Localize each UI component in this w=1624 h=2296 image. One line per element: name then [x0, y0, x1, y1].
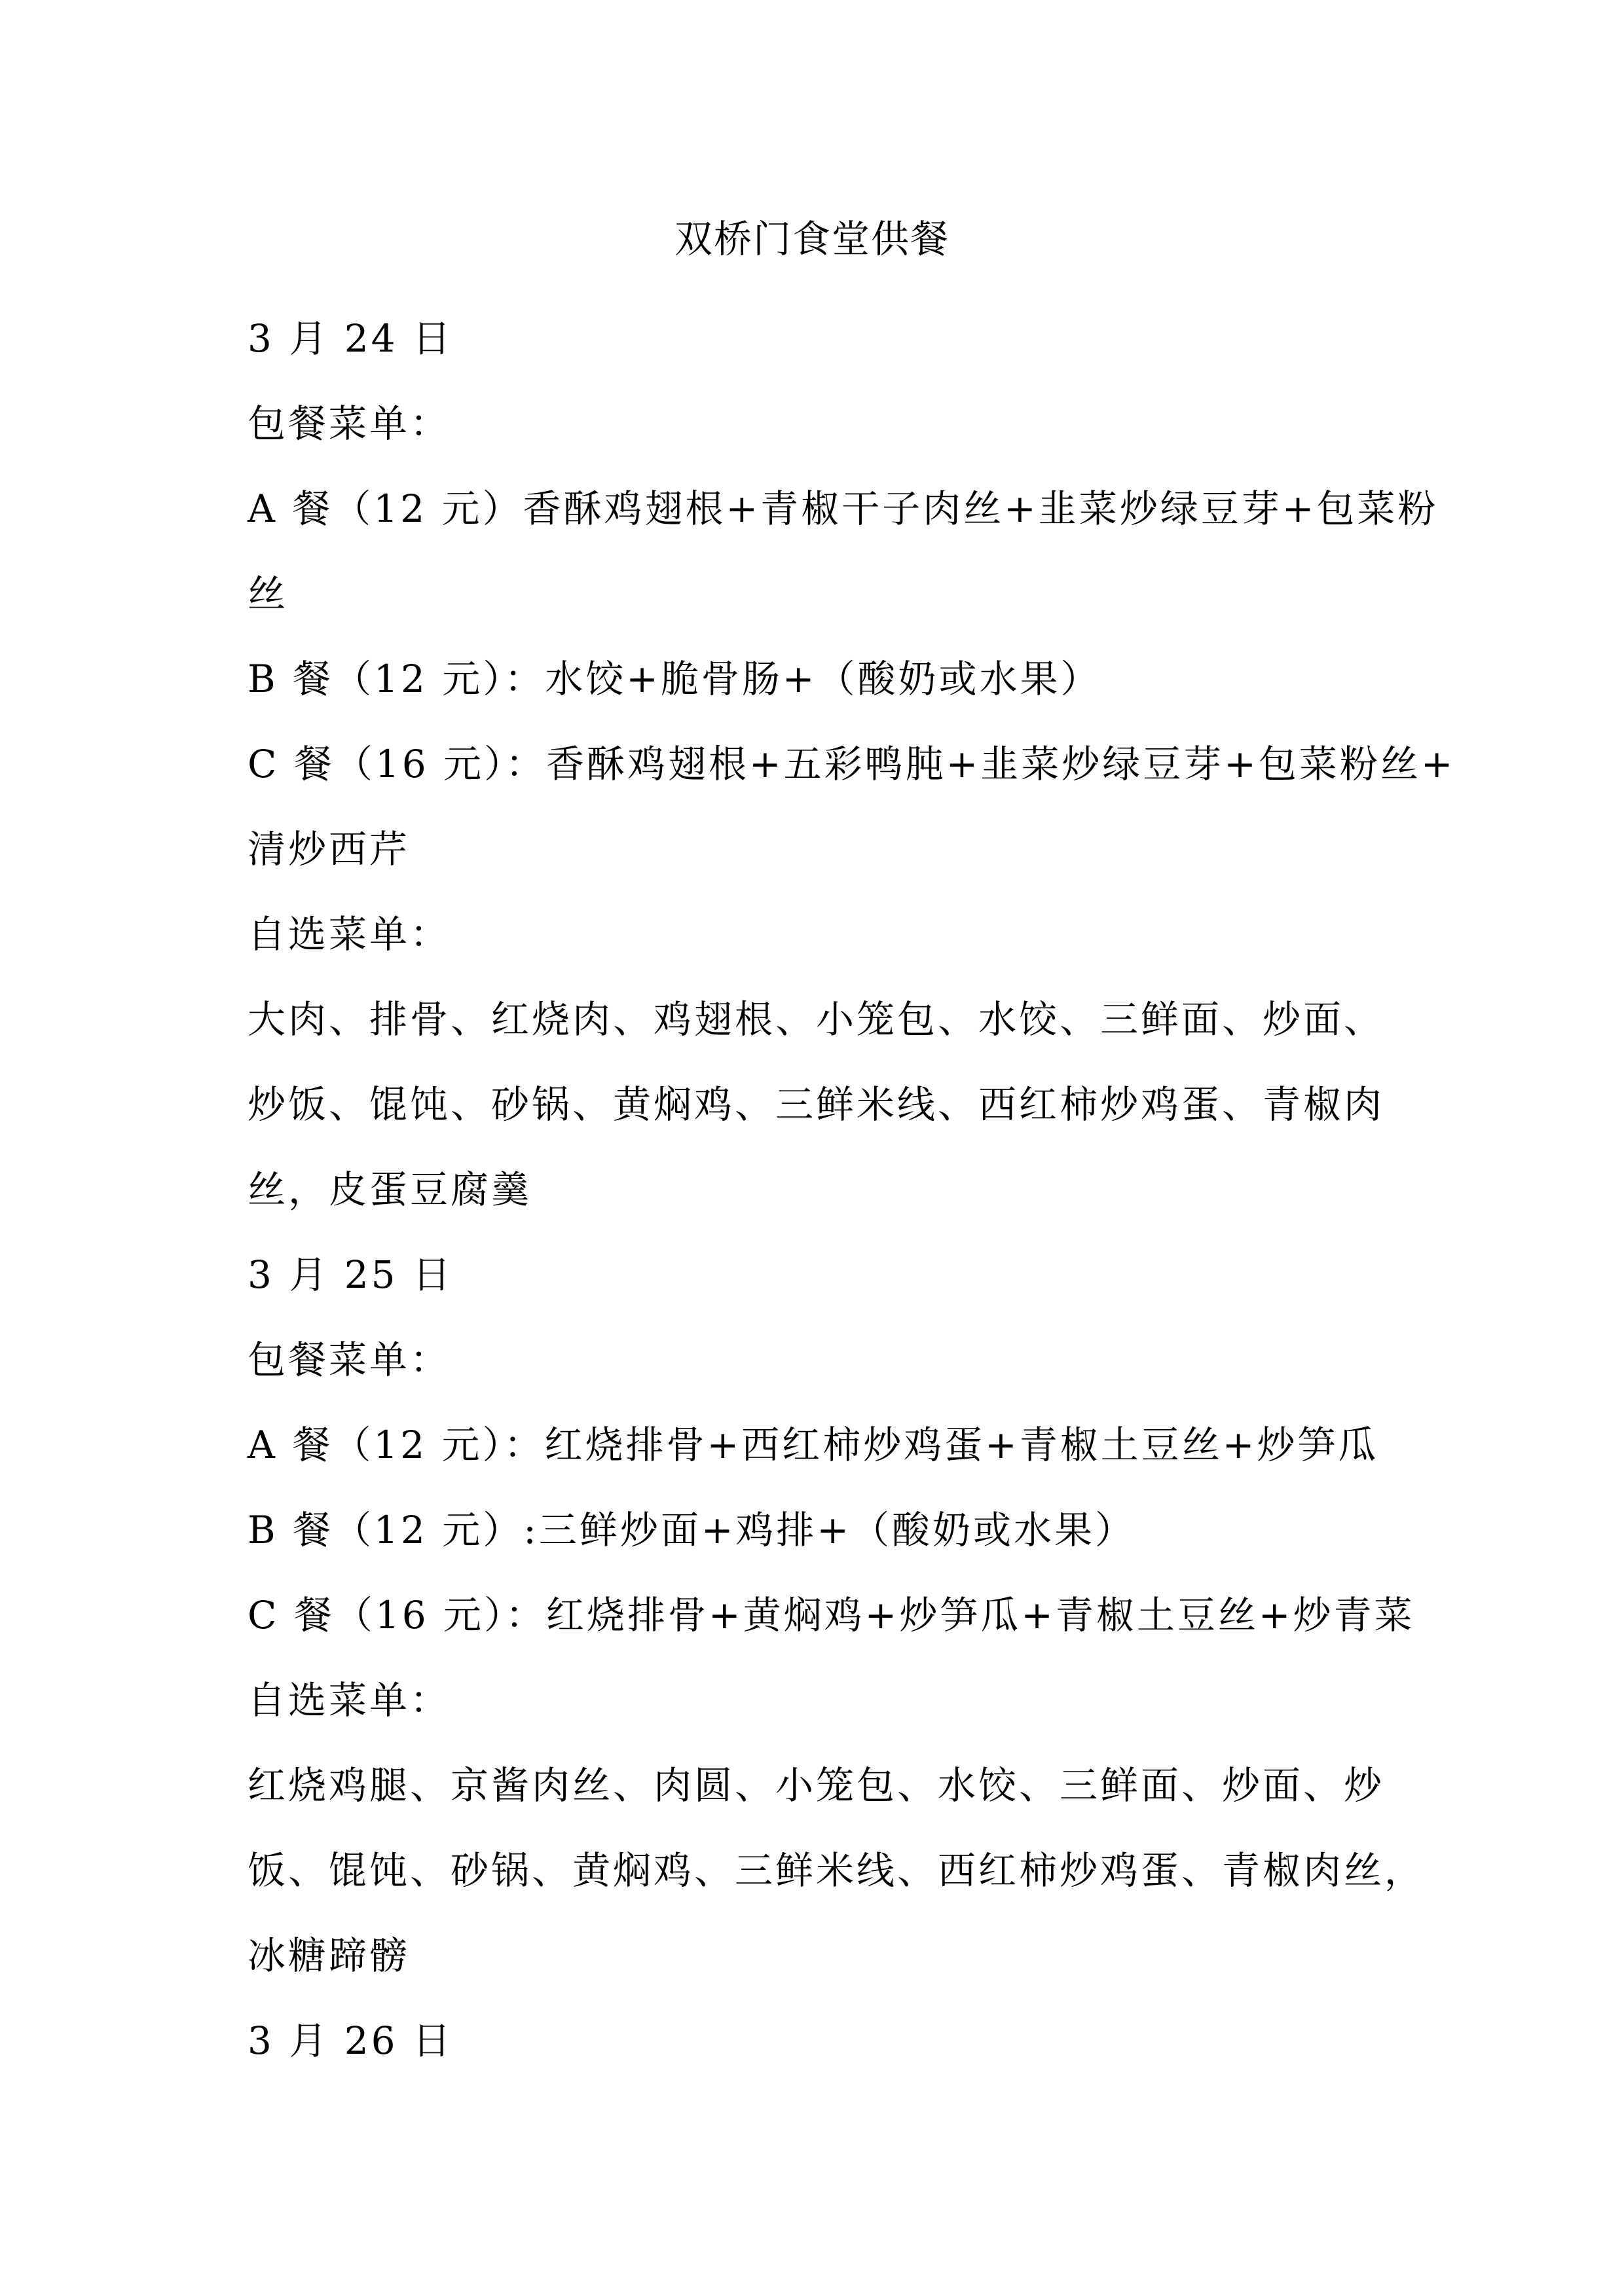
- self-select-heading: 自选菜单：: [248, 912, 451, 957]
- date-heading-0326: 3 月 26 日: [248, 2018, 454, 2063]
- self-select-line: 饭、馄饨、砂锅、黄焖鸡、三鲜米线、西红柿炒鸡蛋、青椒肉丝，: [248, 1848, 1426, 1893]
- self-select-line: 大肉、排骨、红烧肉、鸡翅根、小笼包、水饺、三鲜面、炒面、: [248, 997, 1385, 1042]
- date-heading-0324: 3 月 24 日: [248, 316, 454, 361]
- meal-b-line: B 餐（12 元）:三鲜炒面+鸡排+（酸奶或水果）: [248, 1508, 1136, 1552]
- self-select-line: 炒饭、馄饨、砂锅、黄焖鸡、三鲜米线、西红柿炒鸡蛋、青椒肉: [248, 1082, 1385, 1127]
- meal-a-line-cont: 丝: [248, 572, 289, 616]
- self-select-heading: 自选菜单：: [248, 1678, 451, 1722]
- self-select-line: 红烧鸡腿、京酱肉丝、肉圆、小笼包、水饺、三鲜面、炒面、炒: [248, 1763, 1385, 1808]
- package-menu-heading: 包餐菜单：: [248, 1338, 451, 1382]
- document-title: 双桥门食堂供餐: [674, 217, 950, 261]
- package-menu-heading: 包餐菜单：: [248, 401, 451, 446]
- self-select-line: 冰糖蹄髈: [248, 1933, 411, 1978]
- date-heading-0325: 3 月 25 日: [248, 1252, 454, 1297]
- menu-body: [248, 296, 1456, 2083]
- meal-a-line: A 餐（12 元）：红烧排骨+西红柿炒鸡蛋+青椒土豆丝+炒笋瓜: [248, 1423, 1379, 1467]
- meal-c-line: C 餐（16 元）：红烧排骨+黄焖鸡+炒笋瓜+青椒土豆丝+炒青菜: [248, 1593, 1415, 1637]
- meal-a-line: A 餐（12 元）香酥鸡翅根+青椒干子肉丝+韭菜炒绿豆芽+包菜粉: [248, 486, 1439, 531]
- meal-b-line: B 餐（12 元）：水饺+脆骨肠+（酸奶或水果）: [248, 657, 1101, 701]
- meal-c-line: C 餐（16 元）：香酥鸡翅根+五彩鸭肫+韭菜炒绿豆芽+包菜粉丝+: [248, 742, 1456, 786]
- self-select-line: 丝，皮蛋豆腐羹: [248, 1167, 532, 1212]
- meal-c-line-cont: 清炒西芹: [248, 827, 411, 871]
